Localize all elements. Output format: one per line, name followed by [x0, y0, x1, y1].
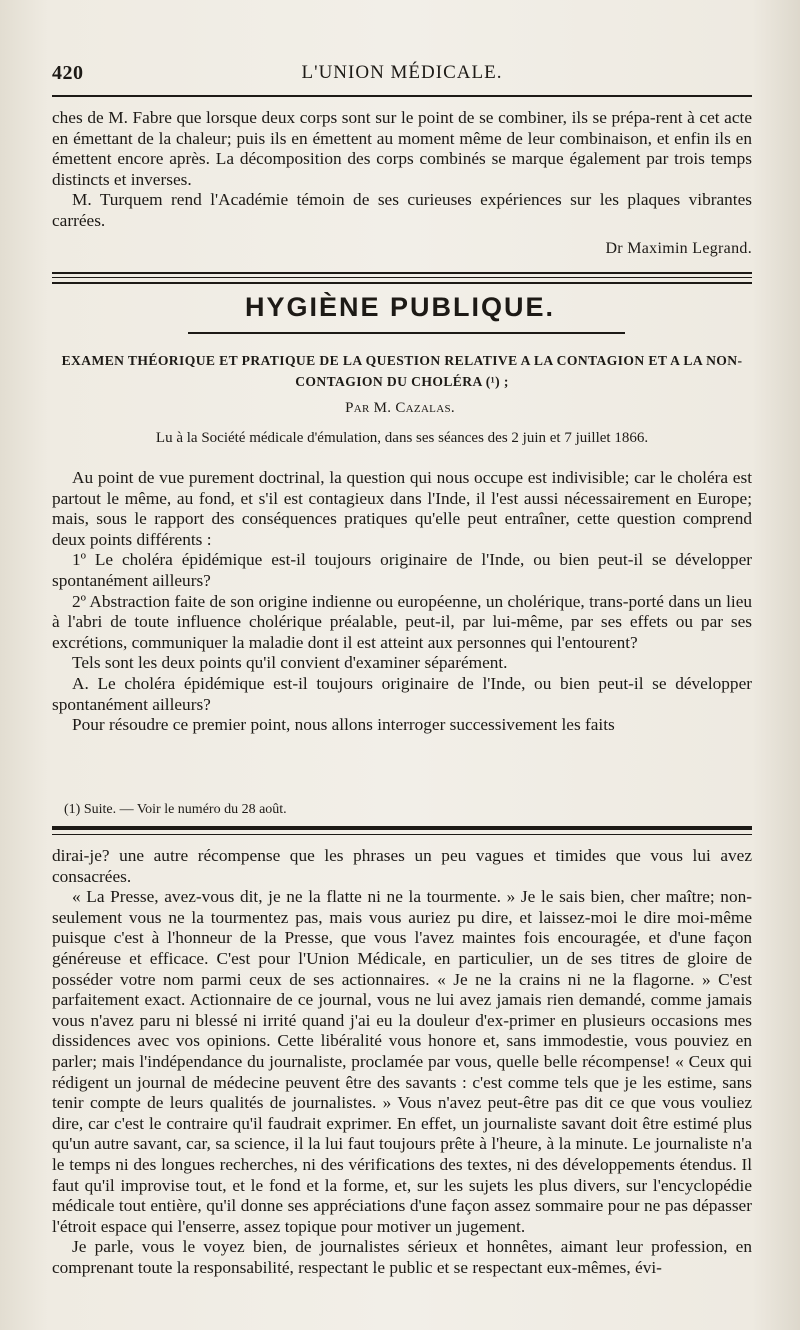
article-title: EXAMEN THÉORIQUE ET PRATIQUE DE LA QUESTION RELATIVE A LA CONTAGION ET A LA NON-CONTAGION DU CHOLÉRA (¹) ;	[61, 353, 743, 389]
feuilleton-paragraph: « La Presse, avez-vous dit, je ne la flatte ni ne la tourmente. » Je le sais bien, cher maître; non-seulement vous ne la tourmentez pas, mais vous auriez pu dire, et laissez-moi le dire moi-même puisque c'est à l'honneur de la Presse, que vous l'avez maintes fois encouragée, et d'une façon généreuse et efficace. C'est pour l'Union Médicale, en particulier, un de ses titres de gloire de posséder votre nom parmi ceux de ses actionnaires. « Je ne la crains ni ne la flagorne. » C'est parfaitement exact. Actionnaire de ce journal, vous ne lui avez jamais rien demandé, comme jamais vous n'avez paru ni blessé ni irrité quand j'ai eu la douleur d'ex-primer en plusieurs occasions mes dissidences avec vos opinions. Cette libéralité vous honore et, sans immodestie, vous pouviez en parler; mais l'indépendance du journaliste, proclamée par vous, quelle belle récompense! « Ceux qui rédigent un journal de médecine peuvent être des savants : c'est comme tels que je les estime, sans tenir compte de leurs qualités de journalistes. » Vous n'avez peut-être pas dit ce que vous vouliez dire, car c'est le contraire qu'il faudrait exprimer. En effet, un journaliste savant doit être estimé plus qu'un autre savant, car, sa science, il la lui faut toujours prête à l'heure, à la minute. Le journaliste n'a le temps ni des longues recherches, ni des vérifications des textes, ni des développements étendus. Il faut qu'il improvise tout, et le fond et la forme, et, sur les sujets les plus divers, sur l'encyclopédie médicale tout entière, qu'il donne ses appréciations d'une façon assez sommaire pour ne pas dépasser l'étroit espace qui l'enserre, assez topique pour motiver un jugement.	[52, 887, 752, 1236]
article-byline: Par M. Cazalas.	[345, 400, 455, 416]
article-paragraph: Tels sont les deux points qu'il convient d'examiner séparément.	[72, 653, 508, 673]
page-header	[52, 58, 752, 90]
article-paragraph: 1º Le choléra épidémique est-il toujours originaire de l'Inde, ou bien peut-il se développer spontanément ailleurs?	[52, 550, 752, 590]
header-rule	[52, 95, 752, 97]
article-body	[52, 468, 752, 736]
feuilleton-body	[52, 846, 752, 1278]
read-note: Lu à la Société médicale d'émulation, dans ses séances des 2 juin et 7 juillet 1866.	[155, 430, 649, 446]
top-article-paragraph: ches de M. Fabre que lorsque deux corps sont sur le point de se combiner, ils se prépa-rent à cet acte en émettant de la chaleur; puis ils en émettent au moment même de leur combinaison, et enfin ils en émettent encore après. La décomposition des corps combinés se marque également par trois temps distincts et inverses.	[52, 108, 752, 189]
feuilleton-paragraph: dirai-je? une autre récompense que les phrases un peu vagues et timides que vous lui avez consacrées.	[52, 846, 752, 886]
section-rule	[52, 272, 752, 274]
page-number: 420	[52, 62, 84, 84]
article-paragraph: Au point de vue purement doctrinal, la question qui nous occupe est indivisible; car le choléra est partout le même, au fond, et s'il est contagieux dans l'Inde, il l'est aussi nécessairement en Europe; mais, sous le rapport des conséquences pratiques qu'elle peut entraîner, cette question comprend deux points différents :	[52, 468, 752, 549]
section-rule	[52, 277, 752, 278]
feuilleton-rule	[52, 826, 752, 830]
title-underline	[188, 332, 625, 334]
top-article	[52, 108, 752, 232]
section-title: HYGIÈNE PUBLIQUE.	[244, 292, 556, 322]
feuilleton-paragraph: Je parle, vous le voyez bien, de journalistes sérieux et honnêtes, aimant leur profession, en comprenant toute la responsabilité, respectant le public et se respectant eux-mêmes, évi-	[52, 1237, 752, 1277]
section-rule	[52, 282, 752, 284]
article-paragraph: A. Le choléra épidémique est-il toujours originaire de l'Inde, ou bien peut-il se développer spontanément ailleurs?	[52, 673, 752, 714]
journal-title: L'UNION MÉDICALE.	[301, 62, 503, 83]
article-paragraph: Pour résoudre ce premier point, nous allons interroger successivement les faits	[72, 715, 615, 735]
top-article-paragraph: M. Turquem rend l'Académie témoin de ses curieuses expériences sur les plaques vibrantes carrées.	[52, 190, 752, 230]
author-signature: Dr Maximin Legrand.	[605, 240, 752, 257]
footnote: (1) Suite. — Voir le numéro du 28 août.	[64, 802, 287, 817]
article-paragraph: 2º Abstraction faite de son origine indienne ou européenne, un cholérique, trans-porté dans un lieu à l'abri de toute influence cholérique préalable, peut-il, par lui-même, par ses effets ou par ses excrétions, communiquer la maladie dont il est atteint aux personnes qui l'entourent?	[52, 591, 752, 652]
feuilleton-rule	[52, 834, 752, 835]
